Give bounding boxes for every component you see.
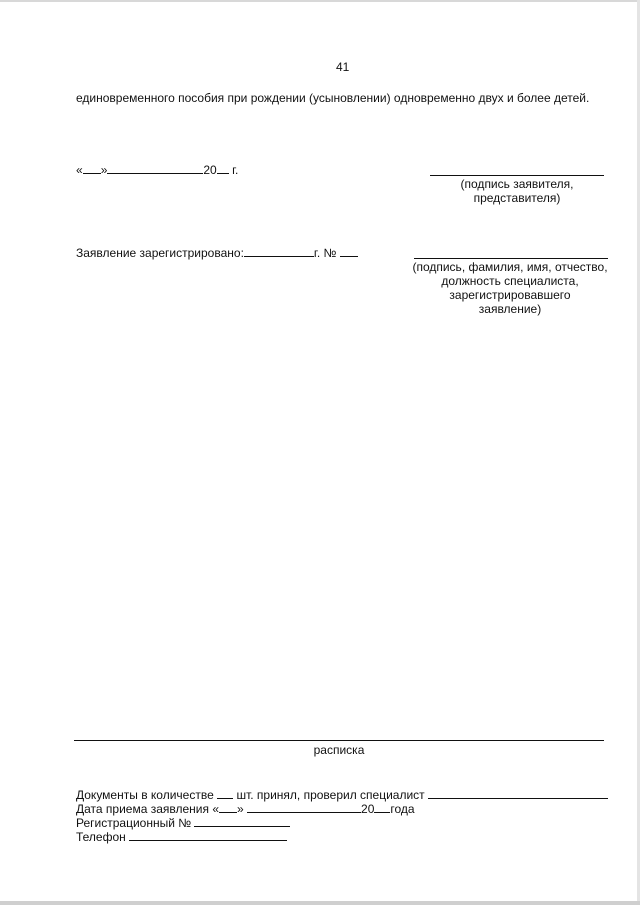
year-suffix: г. [228, 163, 239, 177]
specialist-caption-2: должность специалиста, [441, 274, 579, 288]
receipt-date-line [76, 801, 415, 816]
page-edge-bottom [0, 901, 640, 905]
page-number: 41 [336, 60, 350, 74]
receipt-phone-line [76, 829, 287, 844]
applicant-signature-caption-1: (подпись заявителя, [460, 177, 574, 191]
specialist-caption-4: заявление) [478, 302, 542, 316]
applicant-signature-caption-2: представителя) [473, 191, 561, 205]
specialist-caption-3: зарегистрировавшего [449, 288, 571, 302]
receipt-year-blank[interactable] [374, 801, 390, 813]
reg-number-blank[interactable] [194, 815, 290, 827]
date-close-quote: » [100, 163, 108, 177]
year-prefix: 20 [203, 163, 217, 177]
month-blank[interactable] [107, 162, 203, 174]
receipt-documents-line [76, 787, 608, 802]
receipt-day-blank[interactable] [219, 801, 237, 813]
tear-off-line [74, 740, 604, 741]
registration-date-blank[interactable] [244, 245, 314, 257]
date-line [76, 162, 238, 177]
registration-label: Заявление зарегистрировано: [76, 246, 244, 260]
registration-line [76, 245, 358, 260]
applicant-signature-line[interactable] [430, 175, 604, 176]
specialist-name-blank[interactable] [428, 787, 608, 799]
phone-label: Телефон [76, 830, 126, 844]
receipt-date-label: Дата приема заявления « [76, 802, 219, 816]
intro-text: единовременного пособия при рождении (усыновлении) одновременно двух и более детей. [76, 91, 590, 105]
receipt-date-close-quote: » [237, 802, 244, 816]
specialist-signature-line[interactable] [414, 258, 608, 259]
documents-prefix: Документы в количестве [76, 788, 214, 802]
phone-blank[interactable] [129, 829, 287, 841]
registration-number-blank[interactable] [340, 245, 358, 257]
receipt-month-blank[interactable] [247, 801, 361, 813]
day-blank[interactable] [83, 162, 101, 174]
receipt-reg-number-line [76, 815, 290, 830]
receipt-year-suffix: года [390, 802, 415, 816]
documents-middle: шт. принял, проверил специалист [236, 788, 425, 802]
receipt-title: расписка [313, 743, 365, 757]
receipt-year-prefix: 20 [361, 802, 375, 816]
registration-year-suffix: г. № [313, 246, 337, 260]
specialist-caption-1: (подпись, фамилия, имя, отчество, [412, 260, 608, 274]
year-blank[interactable] [217, 162, 229, 174]
page-edge-top [0, 0, 640, 2]
documents-count-blank[interactable] [217, 787, 233, 799]
reg-number-label: Регистрационный № [76, 816, 192, 830]
date-open-quote: « [76, 163, 83, 177]
